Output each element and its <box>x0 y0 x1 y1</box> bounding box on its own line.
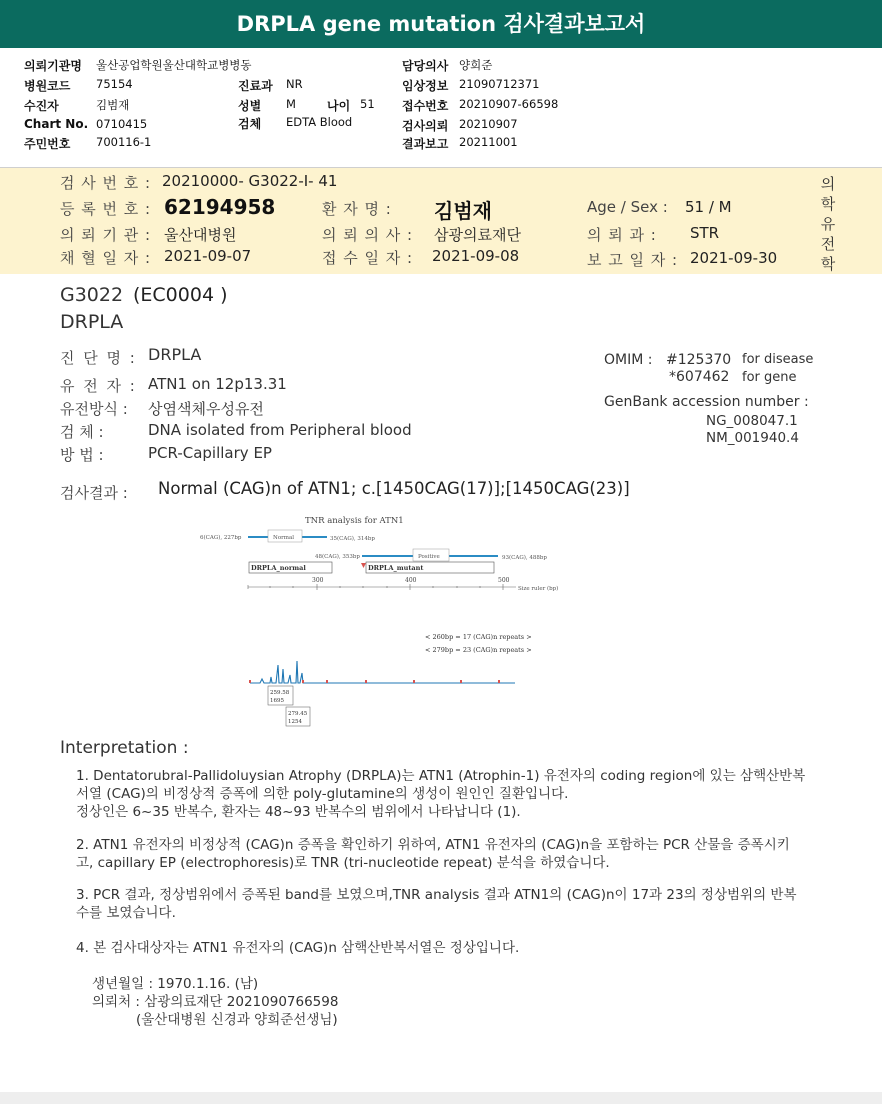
blood-date-value: 2021-09-07 <box>164 247 252 265</box>
positive-box-label: Positive <box>418 554 440 560</box>
interpretation-title: Interpretation : <box>60 738 189 758</box>
gene-label: 유 전 자 : <box>60 377 137 395</box>
req-inst-value: 울산대병원 <box>164 226 237 244</box>
specimen-value: EDTA Blood <box>286 115 353 129</box>
chart-label: Chart No. <box>24 117 89 131</box>
dept-label: 진료과 <box>238 79 273 93</box>
referrer-note-2: (울산대병원 신경과 양희준선생님) <box>136 1012 338 1028</box>
size-ruler-label: Size ruler (bp) <box>518 586 559 592</box>
clinical-value: 21090712371 <box>459 77 540 91</box>
diagnosis-value: DRPLA <box>148 345 202 364</box>
positive-right-label: 93(CAG), 488bp <box>502 555 547 561</box>
exam-no-label: 검 사 번 호 : <box>60 174 152 192</box>
req-doctor-value: 삼광의료재단 <box>434 226 521 244</box>
tick-500: 500 <box>498 577 510 584</box>
test-code: G3022 <box>60 284 124 306</box>
specimen-type-value: DNA isolated from Peripheral blood <box>148 421 412 439</box>
age-value: 51 <box>360 97 375 111</box>
request-label: 검사의뢰 <box>402 119 449 133</box>
req-doctor-label: 의 뢰 의 사 : <box>322 226 414 244</box>
patient-value: 김범재 <box>96 98 130 112</box>
report-date-value: 2021-09-30 <box>690 249 778 267</box>
vertical-char: 학 <box>820 255 836 273</box>
institution-value: 울산공업학원울산대학교병병동 <box>96 58 252 72</box>
receipt-date-label: 접 수 일 자 : <box>322 249 414 267</box>
patient-name-label: 환 자 명 : <box>322 200 392 218</box>
interpretation-paragraph-1b: 정상인은 6~35 반복수, 환자는 48~93 반복수의 범위에서 나타납니다 (1). <box>76 804 521 820</box>
omim-disease-note: for disease <box>742 352 814 367</box>
diagnosis-label: 진 단 명 : <box>60 349 137 367</box>
age-sex-value: 51 / M <box>685 198 732 216</box>
normal-right-label: 35(CAG), 314bp <box>330 536 375 542</box>
receipt-date-value: 2021-09-08 <box>432 247 520 265</box>
report-label: 결과보고 <box>402 137 449 151</box>
tnr-figure <box>200 505 590 740</box>
report-title: DRPLA gene mutation 검사결과보고서 <box>0 0 882 48</box>
drpla-normal-label: DRPLA_normal <box>251 564 306 572</box>
request-value: 20210907 <box>459 117 518 131</box>
note-279bp: < 279bp = 23 (CAG)n repeats > <box>425 646 532 654</box>
receipt-value: 20210907-66598 <box>459 97 559 111</box>
dept-value: NR <box>286 77 303 91</box>
receipt-label: 접수번호 <box>402 99 449 113</box>
exam-no-value: 20210000- G3022-I- 41 <box>162 172 338 190</box>
omim-label: OMIM : <box>604 352 653 368</box>
drpla-mutant-label: DRPLA_mutant <box>368 564 424 572</box>
clinical-label: 임상정보 <box>402 79 449 93</box>
genbank-2: NM_001940.4 <box>706 430 799 446</box>
tnr-analysis-svg <box>200 505 590 740</box>
req-inst-label: 의 뢰 기 관 : <box>60 226 152 244</box>
birth-date-note: 생년월일 : 1970.1.16. (남) <box>92 976 259 992</box>
report-header <box>0 48 882 168</box>
tick-400: 400 <box>405 577 417 584</box>
electropherogram-trace <box>250 661 515 683</box>
result-label: 검사결과 : <box>60 484 128 502</box>
req-dept-label: 의 뢰 과 : <box>587 226 657 244</box>
peak1-size: 259.58 <box>270 690 290 696</box>
peak2-height: 1254 <box>288 719 302 725</box>
hospital-code-label: 병원코드 <box>24 79 71 93</box>
interpretation-paragraph-3: 3. PCR 결과, 정상범위에서 증폭된 band를 보였으며,TNR analysis 결과 ATN1의 (CAG)n이 17과 23의 정상범위의 반복수를 보였습니다. <box>76 887 797 921</box>
genbank-1: NG_008047.1 <box>706 413 798 429</box>
department-vertical-label <box>818 174 838 274</box>
sex-value: M <box>286 97 296 111</box>
req-dept-value: STR <box>690 224 720 242</box>
patient-name-value: 김범재 <box>434 199 492 223</box>
doctor-value: 양희준 <box>459 58 493 72</box>
age-label: 나이 <box>327 99 351 113</box>
resident-label: 주민번호 <box>24 137 71 151</box>
positive-left-label: 48(CAG), 353bp <box>315 554 360 560</box>
reg-no-value: 62194958 <box>164 195 276 219</box>
doctor-label: 담당의사 <box>402 59 449 73</box>
age-sex-label: Age / Sex : <box>587 198 668 216</box>
sex-label: 성별 <box>238 99 262 113</box>
patient-label: 수진자 <box>24 99 59 113</box>
test-name: DRPLA <box>60 311 124 333</box>
normal-box-label: Normal <box>273 535 295 541</box>
method-value: PCR-Capillary EP <box>148 444 272 462</box>
interpretation-paragraph-2: 2. ATN1 유전자의 비정상적 (CAG)n 증폭을 확인하기 위하여, ATN1 유전자의 (CAG)n을 포함하는 PCR 산물을 증폭시키고, capillary EP (electrophoresis)로 TNR (tri-nucleotide repeat) 분석을 하였습니다. <box>76 837 790 871</box>
resident-value: 700116-1 <box>96 135 152 149</box>
hospital-code-value: 75154 <box>96 77 133 91</box>
omim-disease-value: #125370 <box>666 352 732 368</box>
blood-date-label: 채 혈 일 자 : <box>60 249 152 267</box>
gene-value: ATN1 on 12p13.31 <box>148 375 287 393</box>
reg-no-label: 등 록 번 호 : <box>60 200 152 218</box>
inheritance-label: 유전방식 : <box>60 400 128 418</box>
specimen-label: 검체 <box>238 117 262 131</box>
institution-label: 의뢰기관명 <box>24 59 82 73</box>
vertical-char: 의 <box>820 175 836 193</box>
mutant-marker-icon <box>361 563 366 568</box>
normal-left-label: 6(CAG), 227bp <box>200 535 242 541</box>
referrer-note: 의뢰처 : 삼광의료재단 2021090766598 <box>92 994 339 1010</box>
peak1-height: 1695 <box>270 698 284 704</box>
vertical-char: 학 <box>820 195 836 213</box>
page-bottom-strip <box>0 1092 882 1104</box>
report-date-label: 보 고 일 자 : <box>587 251 679 269</box>
inheritance-value: 상염색체우성유전 <box>148 400 264 418</box>
method-label: 방 법 : <box>60 446 104 464</box>
tick-300: 300 <box>312 577 324 584</box>
specimen-type-label: 검 체 : <box>60 423 104 441</box>
interpretation-paragraph-4: 4. 본 검사대상자는 ATN1 유전자의 (CAG)n 삼핵산반복서열은 정상입니다. <box>76 940 520 956</box>
vertical-char: 유 <box>820 215 836 233</box>
vertical-char: 전 <box>820 235 836 253</box>
omim-gene-value: *607462 <box>669 369 730 385</box>
omim-gene-note: for gene <box>742 370 797 385</box>
chart-value: 0710415 <box>96 117 148 131</box>
interpretation-paragraph-1: 1. Dentatorubral-Pallidoluysian Atrophy (DRPLA)는 ATN1 (Atrophin-1) 유전자의 coding region에 있는 삼핵산반복서열 (CAG)의 비정상적 증폭에 의한 poly-glutamine의 생성이 원인인 질환입니다. <box>76 768 806 802</box>
genbank-label: GenBank accession number : <box>604 394 809 410</box>
peak2-size: 279.45 <box>288 711 308 717</box>
report-value: 20211001 <box>459 135 518 149</box>
test-subcode: (EC0004 ) <box>133 284 228 306</box>
note-260bp: < 260bp = 17 (CAG)n repeats > <box>425 633 532 641</box>
result-value: Normal (CAG)n of ATN1; c.[1450CAG(17)];[1450CAG(23)] <box>158 479 630 498</box>
figure-title: TNR analysis for ATN1 <box>305 516 404 526</box>
